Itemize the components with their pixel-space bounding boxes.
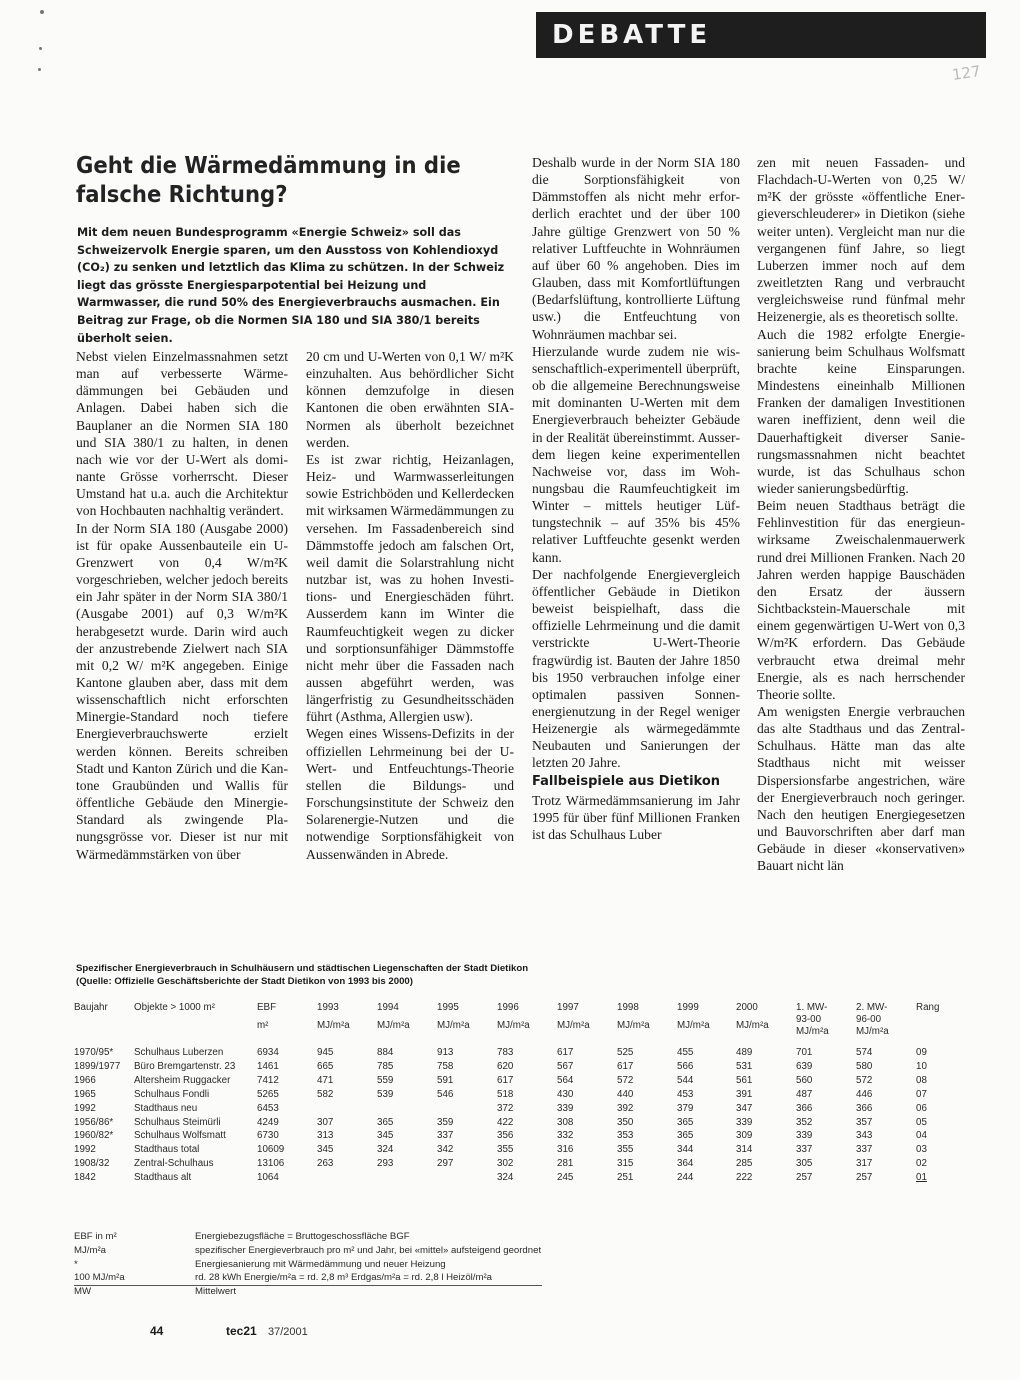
table-cell: 525 [617, 1047, 634, 1058]
table-row [74, 1143, 940, 1157]
table-cell [377, 1171, 437, 1185]
page-number: 44 [150, 1324, 164, 1338]
table-cell: Schulhaus Luberzen [134, 1047, 224, 1058]
table-cell: 03 [916, 1144, 927, 1156]
table-cell: 337 [796, 1144, 813, 1156]
table-cell: 1966 [74, 1074, 96, 1086]
table-cell: 343 [856, 1130, 873, 1142]
table-cell: 350 [617, 1116, 634, 1128]
table-cell: 257 [856, 1172, 873, 1184]
legend-key: MW [74, 1286, 92, 1298]
table-cell: 222 [736, 1172, 753, 1184]
column-header: 1997 MJ/m²a [557, 1002, 590, 1031]
column-header: 1998 MJ/m²a [617, 1002, 650, 1031]
table-cell: 566 [677, 1060, 694, 1072]
section-subheading: Fallbeispiele aus Dietikon [532, 773, 721, 789]
table-cell: 6730 [257, 1130, 279, 1142]
table-cell: 1461 [257, 1060, 279, 1072]
table-cell: 440 [617, 1088, 634, 1100]
table-cell: 02 [916, 1158, 927, 1170]
article-lead: Mit dem neuen Bundesprogramm «Energie Schweiz» soll das Schweizervolk Energie sparen, um den Ausstoss von Kohlendioxyd (CO₂) zu senken und letztlich das Klima zu schützen. In der Schweiz liegt das grösste Energiesparpotential bei Heizung und Warmwasser, die rund 50% des Energieverbrauchs ausmachen. Ein Beitrag zur Frage, ob die Normen SIA 180 und SIA 380/1 bereits überholt seien. [77, 226, 505, 345]
table-cell: 446 [856, 1088, 873, 1100]
table-cell: 285 [736, 1158, 753, 1170]
table-cell: Schulhaus Fondli [134, 1088, 210, 1100]
table-cell: 620 [497, 1060, 514, 1072]
table-cell: 13106 [257, 1158, 285, 1170]
paragraph: 20 cm und U-Werten von 0,1 W/ m²K einzuhalten. Aus behördlicher Sicht können demzufolge in diesen Kantonen die oben erwähnten SIA-Normen als überholt bezeichnet werden. [306, 349, 514, 450]
table-cell: 559 [377, 1074, 394, 1086]
table-cell: 455 [677, 1047, 694, 1058]
table-cell: 582 [317, 1088, 334, 1100]
table-cell: 01 [916, 1172, 927, 1184]
legend-value: Energiebezugsfläche = Bruttogeschossfläche BGF [195, 1231, 410, 1242]
table-cell: Stadthaus neu [134, 1102, 198, 1114]
paragraph: Am wenigsten Energie verbrauchen das alte Stadthaus und das Zentral-Schulhaus. Hätte man das alte Stadthaus nicht mit weisser Dispersionsfarbe angestrichen, wäre der Energieverbrauch noch geringer. Nach den heutigen Energiegesetzen und Bauvorschriften aber darf man Gebäude in dieser «konservativen» Bauart nicht län [757, 704, 965, 874]
table-cell: 366 [856, 1102, 873, 1114]
table-cell: 345 [377, 1130, 394, 1142]
column-header: 1994 MJ/m²a [377, 1002, 410, 1031]
paragraph: Es ist zwar richtig, Heizanlagen, Heiz- und Warmwasserleitungen sowie Estrichböden und Kellerdecken mit wirksamen Wärmedämmungen zu versehen. Im Fassadenbereich sind Dämmstoffe jedoch am falschen Ort, weil damit die Solarstrahlung nicht nutzbar ist, was zu hohen Investitions- und Energieschäden führt. Ausserdem kann im Winter die Raumfeuchtigkeit wegen zu dicker und sorptionsunfähiger Dämmstoffe nicht mehr über die Fassaden nach aussen abgeführt werden, was längerfristig zu Gesundheitsschäden führt (Asthma, Allergien usw). [306, 451, 514, 725]
legend-key: MJ/m²a [74, 1244, 106, 1256]
column-header: Objekte > 1000 m² [134, 1002, 215, 1013]
table-cell: 783 [497, 1047, 514, 1058]
table-cell: 364 [677, 1158, 694, 1170]
table-cell: 297 [437, 1158, 454, 1170]
paragraph: Hierzulande wurde zudem nie wissenschaftlich-experimentell überprüft, ob die allgemeine Berechnungsweise mit dominanten U-Werten mit dem Energieverbrauch beheizter Gebäude in der Realität übereinstimmt. Ausserdem liegen keine experimentellen Nachweise vor, dass im Wohnungsbau die Raumfeuchtigkeit im Winter – mittels heutiger Lüftungstechnik – auf 35% bis 45% relativer Luftfeuchte gesenkt werden kann. [532, 343, 740, 565]
table-cell: 09 [916, 1047, 927, 1058]
paragraph: Wegen eines Wissens-Defizits in der offiziellen Lehrmeinung bei der U-Wert- und Entfeuchtungs-Theorie stellen die Bildungs- und Forschungsinstitute der Schweiz den Solarenergie-Nutzen und die notwendige Sorptionsfähigkeit von Aussenwänden in Abrede. [306, 726, 514, 862]
table-cell: 04 [916, 1130, 927, 1142]
issue-number: 37/2001 [268, 1326, 308, 1338]
table-cell [437, 1102, 497, 1116]
column-header: Rang [916, 1002, 940, 1013]
table-cell: 309 [736, 1130, 753, 1142]
paragraph: Deshalb wurde in der Norm SIA 180 die Sorptionsfähigkeit von Dämmstoffen als nicht mehr erforderlich erachtet und der über 100 Jahre gültige Grenzwert von 50 % relativer Luftfeuchte in Wohnräumen auf über 60 % angehoben. Dies im Glauben, dass mit Komfortlüftungen (Bedarfslüftung, kontrollierte Lüftung usw.) die Entfeuchtung von Wohnräumen machbar sei. [532, 155, 740, 342]
table-cell: 1970/95* [74, 1047, 114, 1058]
table-row [74, 1129, 940, 1143]
table-cell: 392 [617, 1102, 634, 1114]
table-cell: 314 [736, 1144, 753, 1156]
table-cell: 342 [437, 1144, 454, 1156]
table-cell: 5265 [257, 1088, 279, 1100]
table-cell: 305 [796, 1158, 813, 1170]
text-column-2 [306, 348, 514, 863]
table-cell: Schulhaus Steimürli [134, 1116, 221, 1128]
table-cell: 281 [557, 1158, 574, 1170]
legend-row [74, 1230, 594, 1244]
table-row [74, 1171, 940, 1185]
column-header: 1. MW- 93-00 MJ/m²a [796, 1002, 829, 1037]
table-cell: 701 [796, 1047, 813, 1058]
paragraph: zen mit neuen Fassaden- und Flachdach-U-Werten von 0,25 W/ m²K der grösste «öffentliche Energieverschleuderer» in Dietikon (siehe weiter unten). Vergleicht man nur die vergangenen fünf Jahre, so liegt Luberzen immer noch auf dem zweitletzten Rang und verbraucht vergleichsweise rund fünfmal mehr Heizenergie, als es theoretisch sollte. [757, 155, 965, 325]
legend-key: 100 MJ/m²a [74, 1272, 125, 1284]
table-source: (Quelle: Offizielle Geschäftsberichte der Stadt Dietikon von 1993 bis 2000) [76, 976, 413, 987]
table-cell: 10 [916, 1060, 927, 1072]
column-header: 1996 MJ/m²a [497, 1002, 530, 1031]
table-cell: 7412 [257, 1074, 279, 1086]
table-cell [437, 1171, 497, 1185]
column-header: 2. MW- 96-00 MJ/m²a [856, 1002, 889, 1037]
table-cell: 324 [377, 1144, 394, 1156]
table-cell: 293 [377, 1158, 394, 1170]
table-cell: 372 [497, 1102, 514, 1114]
paragraph: Auch die 1982 erfolgte Energiesanierung beim Schulhaus Wolfsmatt brachte keine Einsparungen. Mindestens eineinhalb Millionen Franken der damaligen Investitionen waren ineffizient, denn weil die Dauerhaftigkeit diverser Sanierungsmassnahmen nicht beachtet wurde, ist das Schulhaus schon wieder sanierungsbedürftig. [757, 326, 965, 496]
table-cell: 308 [557, 1116, 574, 1128]
table-cell: 1992 [74, 1102, 96, 1114]
text-column-1 [76, 348, 288, 863]
legend-value: Energiesanierung mit Wärmedämmung und neuer Heizung [195, 1258, 446, 1270]
table-cell: 564 [557, 1074, 574, 1086]
table-cell: 758 [437, 1060, 454, 1072]
table-cell: 884 [377, 1047, 394, 1058]
magazine-name: tec21 [226, 1324, 257, 1338]
table-cell: 357 [856, 1116, 873, 1128]
table-cell: 574 [856, 1047, 873, 1058]
column-header: 1993 MJ/m²a [317, 1002, 350, 1031]
legend-row [74, 1285, 594, 1299]
table-title: Spezifischer Energieverbrauch in Schulhäusern und städtischen Liegenschaften der Stadt Dietikon [76, 963, 529, 974]
table-cell: 453 [677, 1088, 694, 1100]
table-cell: 1842 [74, 1172, 96, 1184]
table-cell: 617 [557, 1047, 574, 1058]
table-row [74, 1157, 940, 1171]
legend-row [74, 1244, 594, 1258]
table-cell: 430 [557, 1088, 574, 1100]
table-cell: 572 [617, 1074, 634, 1086]
table-cell: 639 [796, 1060, 813, 1072]
paragraph: Der nachfolgende Energievergleich öffentlicher Gebäude in Dietikon beweist beispielhaft, dass die offizielle Lehrmeinung und die damit verstrickte U-Wert-Theorie fragwürdig ist. Bauten der Jahre 1850 bis 1950 verbrauchen infolge einer optimalen passiven Sonnenenergienutzung in der Regel weniger Heizenergie als wärmegedämmte Neubauten und Sanierungen der letzten 20 Jahre. [532, 566, 740, 771]
table-cell [317, 1171, 377, 1185]
table-cell: 1965 [74, 1088, 96, 1100]
table-cell: 422 [497, 1116, 514, 1128]
table-row [74, 1046, 940, 1060]
column-header: Baujahr [74, 1002, 108, 1013]
table-cell: 945 [317, 1047, 334, 1058]
table-cell: 352 [796, 1116, 813, 1128]
table-legend [74, 1230, 594, 1299]
table-cell: 379 [677, 1102, 694, 1114]
section-label: DEBATTE [552, 20, 712, 50]
scan-speck [40, 10, 44, 14]
table-cell: 263 [317, 1158, 334, 1170]
table-cell: 572 [856, 1074, 873, 1086]
table-cell: 251 [617, 1172, 634, 1184]
handwritten-page-mark: 127 [950, 62, 982, 84]
table-cell: Büro Bremgartenstr. 23 [134, 1060, 236, 1072]
table-cell: 316 [557, 1144, 574, 1156]
text-column-4 [757, 154, 965, 875]
table-cell: 518 [497, 1088, 514, 1100]
table-cell: 339 [557, 1102, 574, 1114]
table-cell: 307 [317, 1116, 334, 1128]
table-cell: 366 [796, 1102, 813, 1114]
energy-consumption-table [74, 1002, 940, 1185]
table-cell: 244 [677, 1172, 694, 1184]
table-cell: 546 [437, 1088, 454, 1100]
article-title: Geht die Wärmedämmung in die falsche Richtung? [76, 153, 461, 208]
table-cell: 913 [437, 1047, 454, 1058]
table-cell: 06 [916, 1102, 927, 1114]
table-cell: 1064 [257, 1172, 279, 1184]
table-cell: 337 [856, 1144, 873, 1156]
table-cell: 365 [677, 1116, 694, 1128]
table-cell: 6453 [257, 1102, 279, 1114]
table-cell: 531 [736, 1060, 753, 1072]
table-cell: 391 [736, 1088, 753, 1100]
table-cell: 339 [736, 1116, 753, 1128]
scan-speck [38, 68, 41, 71]
table-cell: 544 [677, 1074, 694, 1086]
table-cell: 08 [916, 1074, 927, 1086]
table-cell: 785 [377, 1060, 394, 1072]
table-caption [76, 962, 776, 988]
table-cell: 561 [736, 1074, 753, 1086]
table-cell: 339 [796, 1130, 813, 1142]
table-cell: 4249 [257, 1116, 279, 1128]
table-cell: 353 [617, 1130, 634, 1142]
table-body [74, 1046, 940, 1185]
table-cell: 487 [796, 1088, 813, 1100]
table-cell: 665 [317, 1060, 334, 1072]
paragraph: In der Norm SIA 180 (Ausgabe 2000) ist für opake Aussenbauteile ein U-Grenzwert von 0,4 W/m²K vorgeschrieben, welcher jedoch bereits ein Jahr später in der Norm SIA 380/1 (Ausgabe 2001) auf 0,3 W/m²K herabgesetzt wurde. Darin wird auch der anzustrebende Zielwert nach SIA mit 0,2 W/ m²K angegeben. Einige Kantone glauben aber, dass mit dem wissenschaftlich nicht erforschten Minergie-Standard noch tiefere Energieverbrauchswerte erzielt werden können. Bereits schreiben Stadt und Kanton Zürich und die Kantone Graubünden und Wallis für öffentliche Gebäude den Minergie-Standard als zwingende Planungsgrösse vor. Dieser ist nur mit Wärmedämmstärken von über [76, 520, 288, 862]
table-cell: 1908/32 [74, 1158, 110, 1170]
table-row [74, 1060, 940, 1074]
column-header: 1995 MJ/m²a [437, 1002, 470, 1031]
column-header: 1999 MJ/m²a [677, 1002, 710, 1031]
table-cell: 10609 [257, 1144, 285, 1156]
table-cell: 489 [736, 1047, 753, 1058]
column-header: EBF m² [257, 1002, 277, 1031]
legend-row [74, 1271, 594, 1285]
table-cell: 617 [497, 1074, 514, 1086]
table-cell: 315 [617, 1158, 634, 1170]
table-cell: 355 [617, 1144, 634, 1156]
table-row [74, 1088, 940, 1102]
table-cell: Schulhaus Wolfsmatt [134, 1130, 226, 1142]
table-cell: 337 [437, 1130, 454, 1142]
table-cell: 332 [557, 1130, 574, 1142]
table-cell: 317 [856, 1158, 873, 1170]
legend-value: rd. 28 kWh Energie/m²a = rd. 2,8 m³ Erdgas/m²a = rd. 2,8 l Heizöl/m²a [195, 1272, 492, 1284]
table-cell: Stadthaus total [134, 1144, 200, 1156]
table-cell: 347 [736, 1102, 753, 1114]
table-cell: 580 [856, 1060, 873, 1072]
table-cell: 365 [677, 1130, 694, 1142]
text-column-3 [532, 154, 740, 843]
table-row [74, 1074, 940, 1088]
table-cell: 344 [677, 1144, 694, 1156]
paragraph: Trotz Wärmedämmsanierung im Jahr 1995 für über fünf Millionen Franken ist das Schulhaus Luber [532, 792, 740, 842]
table-cell: 567 [557, 1060, 574, 1072]
table-cell: 1992 [74, 1144, 96, 1156]
table-cell: 591 [437, 1074, 454, 1086]
table-cell: 324 [497, 1172, 514, 1184]
table-cell: Stadthaus alt [134, 1172, 192, 1184]
table-cell: 302 [497, 1158, 514, 1170]
section-header-bar [536, 12, 986, 58]
table-cell: 471 [317, 1074, 334, 1086]
table-cell: 359 [437, 1116, 454, 1128]
paragraph: Nebst vielen Einzelmassnahmen setzt man auf verbesserte Wärmedämmungen bei Gebäuden und Anlagen. Dabei haben sich die Bauplaner an die Normen SIA 180 und SIA 380/1 zu halten, in denen nach wie vor der U-Wert als dominante Grösse vorherrscht. Dieser Umstand hat u.a. auch die Architektur von Hochbauten nachhaltig verändert. [76, 349, 288, 519]
table-cell [377, 1102, 437, 1116]
table-cell: 617 [617, 1060, 634, 1072]
table-cell: 07 [916, 1088, 927, 1100]
table-cell: 1956/86* [74, 1116, 114, 1128]
legend-row [74, 1258, 594, 1272]
table-header [74, 1002, 940, 1046]
table-cell: 257 [796, 1172, 813, 1184]
table-cell: 1960/82* [74, 1130, 114, 1142]
table-cell: 345 [317, 1144, 334, 1156]
table-row [74, 1116, 940, 1130]
table-cell: 1899/1977 [74, 1060, 121, 1072]
table-cell: 6934 [257, 1047, 279, 1058]
table-cell: 356 [497, 1130, 514, 1142]
table-cell: 539 [377, 1088, 394, 1100]
legend-value: Mittelwert [195, 1286, 237, 1298]
table-cell: Altersheim Ruggacker [134, 1074, 231, 1086]
paragraph: Beim neuen Stadthaus beträgt die Fehlinvestition für das energieunwirksame Zweischalenmauerwerk rund drei Millionen Franken. Nach 20 Jahren werden happige Bauschäden den Ersatz der äussern Sichtbackstein-Mauerschale mit einem gegenwärtigen U-Wert von 0,3 W/m²K erfordern. Das Gebäude verbraucht etwa dreimal mehr Energie, als es nach herrschender Theorie sollte. [757, 498, 965, 702]
table-row [74, 1102, 940, 1116]
table-cell: 313 [317, 1130, 334, 1142]
table-cell: 05 [916, 1116, 927, 1128]
legend-key: * [74, 1258, 78, 1270]
table-cell: 365 [377, 1116, 394, 1128]
legend-key: EBF in m² [74, 1231, 117, 1242]
table-cell: 245 [557, 1172, 574, 1184]
table-cell [317, 1102, 377, 1116]
table-cell: 355 [497, 1144, 514, 1156]
table-header-row [74, 1002, 940, 1046]
scan-speck [39, 47, 42, 50]
legend-value: spezifischer Energieverbrauch pro m² und Jahr, bei «mittel» aufsteigend geordnet [195, 1244, 542, 1256]
column-header: 2000 MJ/m²a [736, 1002, 769, 1031]
table-cell: 560 [796, 1074, 813, 1086]
table-cell: Zentral-Schulhaus [134, 1158, 214, 1170]
